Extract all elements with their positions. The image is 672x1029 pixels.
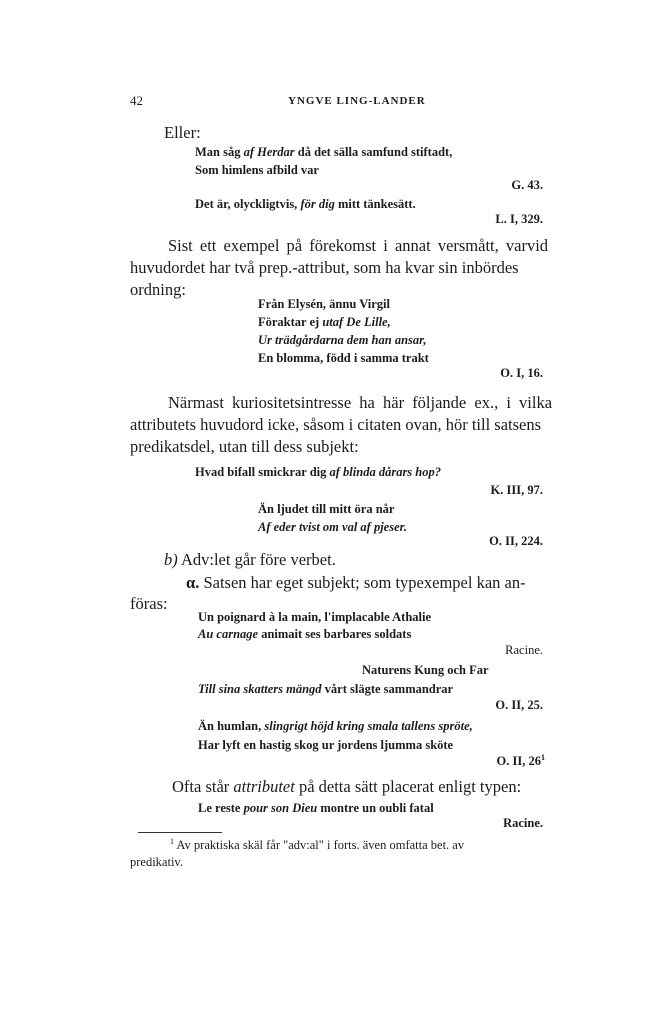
- quote-line: Af eder tvist om val af pjeser.: [258, 520, 407, 534]
- source-reference: K. III, 97.: [490, 483, 543, 497]
- paragraph-line: attributets huvudord icke, såsom i citaten ovan, hör till satsens: [130, 415, 542, 434]
- paragraph-line: Sist ett exempel på förekomst i annat versmått, varvid: [168, 236, 549, 255]
- quote-line: Från Elysén, ännu Virgil: [258, 297, 390, 311]
- source-reference: O. II, 25.: [495, 698, 543, 712]
- quote-line: En blomma, född i samma trakt: [258, 351, 429, 365]
- paragraph-line: ordning:: [130, 280, 186, 299]
- quote-line: Un poignard à la main, l'implacable Athalie: [198, 610, 432, 624]
- subsection-line: α. Satsen har eget subjekt; som typexempel kan an-: [186, 573, 526, 592]
- quote-line: Än ljudet till mitt öra når: [258, 502, 395, 516]
- paragraph-line: predikatsdel, utan till dess subjekt:: [130, 437, 359, 456]
- source-reference: Racine.: [505, 643, 543, 657]
- running-title: YNGVE LING-LANDER: [288, 95, 426, 107]
- quote-line: Au carnage animait ses barbares soldats: [198, 627, 412, 641]
- quote-line: Naturens Kung och Far: [362, 663, 489, 677]
- quote-line: Man såg af Herdar då det sälla samfund stiftadt,: [195, 145, 453, 159]
- source-reference: O. II, 224.: [489, 534, 543, 548]
- quote-line: Har lyft en hastig skog ur jordens ljumma sköte: [198, 738, 454, 752]
- source-reference: Racine.: [503, 816, 543, 830]
- quote-line: Till sina skatters mängd vårt slägte sammandrar: [198, 682, 454, 696]
- page-number: 42: [130, 93, 143, 108]
- source-reference: L. I, 329.: [495, 212, 543, 226]
- paragraph-line: Ofta står attributet på detta sätt placerat enligt typen:: [172, 777, 522, 796]
- quote-line: Som himlens afbild var: [195, 163, 319, 177]
- quote-line: Ur trädgårdarna dem han ansar,: [258, 333, 427, 347]
- footnote: predikativ.: [130, 855, 183, 869]
- paragraph-line: Närmast kuriositetsintresse ha här följande ex., i vilka: [168, 393, 553, 412]
- text-line: Eller:: [164, 123, 201, 142]
- source-reference: G. 43.: [511, 178, 543, 192]
- footnote-divider: [138, 832, 222, 833]
- footnote: $^1$ Av praktiska skäl får "adv:al" i forts. även omfatta bet. av: [170, 837, 465, 853]
- source-reference: O. II, $26^1$: [496, 753, 545, 769]
- section-heading: b) Adv:let går före verbet.: [164, 550, 336, 569]
- paragraph-line: föras:: [130, 594, 168, 613]
- quote-line: Hvad bifall smickrar dig af blinda dårars hop?: [195, 465, 441, 479]
- quote-line: Le reste pour son Dieu montre un oubli fatal: [198, 801, 434, 815]
- paragraph-line: huvudordet har två prep.-attribut, som ha kvar sin inbördes: [130, 258, 519, 277]
- quote-line: Föraktar ej utaf De Lille,: [258, 315, 391, 329]
- source-reference: O. I, 16.: [500, 366, 543, 380]
- quote-line: Än humlan, slingrigt höjd kring smala tallens spröte,: [198, 719, 473, 733]
- quote-line: Det är, olyckligtvis, för dig mitt tänkesätt.: [195, 197, 416, 211]
